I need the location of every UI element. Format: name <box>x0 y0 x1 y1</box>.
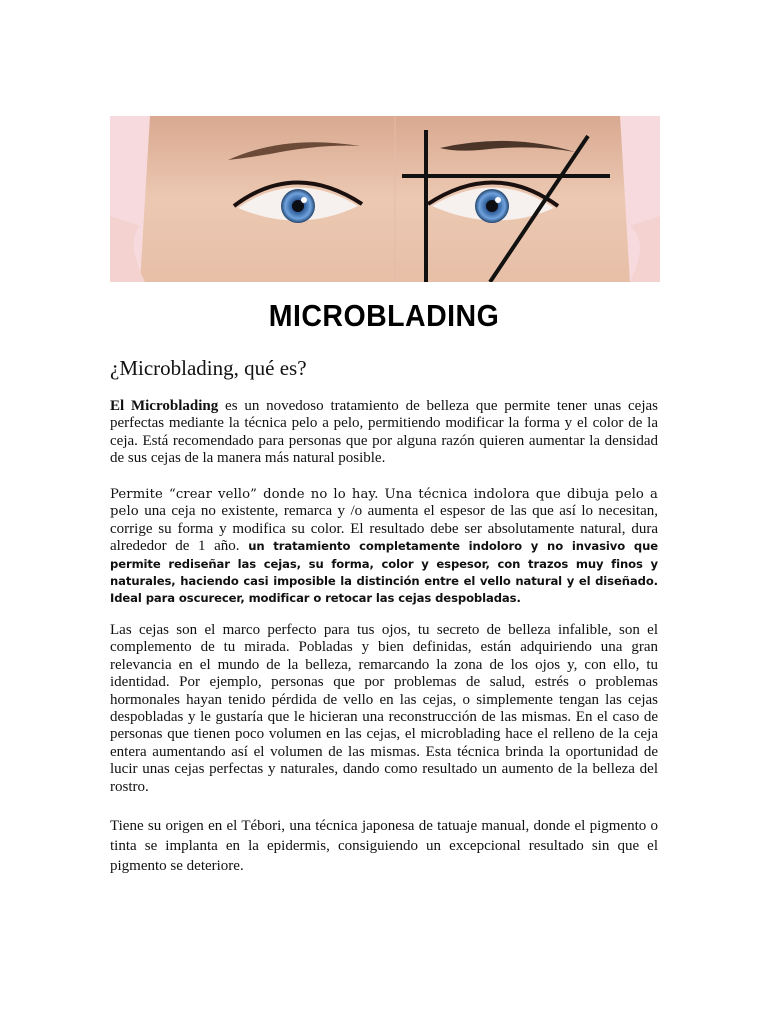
paragraph-benefits: Las cejas son el marco perfecto para tus ojos, tu secreto de belleza infalible, son el complemento de tu mirada. Pobladas y bien definidas, están adquiriendo una gran relevancia en el mundo de la belleza, remarcando la zona de los ojos y, con ello, tu identidad. Por ejemplo, personas que por problemas de salud, estrés o problemas hormonales hayan tenido pérdida de vello en las cejas, o simplemente tengan las cejas despobladas y le gustaría que le hicieran una reconstrucción de las mismas. En el caso de personas que tienen poco volumen en las cejas, el microblading hace el relleno de la ceja entera aumentando así el volumen de las mismas. Esta técnica brinda la oportunidad de lucir unas cejas perfectas y naturales, dando como resultado un aumento de la belleza del rostro. <box>110 622 658 795</box>
paragraph-technique <box>110 486 658 608</box>
paragraph-intro: Permite “crear vello” donde no lo hay. Una técnica indolora que dibuja pelo a pelo <box>110 487 658 520</box>
paragraph-origin: Tiene su origen en el Tébori, una técnica japonesa de tatuaje manual, donde el pigmento o tinta se implanta en la epidermis, consiguiendo un excepcional resultado sin que el pigmento se deteriore. <box>110 818 658 874</box>
hero-image <box>110 116 660 282</box>
paragraph-definition <box>110 398 658 468</box>
section-heading: ¿Microblading, qué es? <box>110 356 307 380</box>
page-title: MICROBLADING <box>268 298 500 333</box>
lead-term: El Microblading <box>110 398 219 414</box>
paragraph-callout: un tratamiento completamente indoloro y no invasivo que permite rediseñar las cejas, su forma, color y espesor, con trazos muy finos y naturales, haciendo casi imposible la distinción entre el vello natural y el diseñado. Ideal para oscurecer, modificar o retocar las cejas despobladas. <box>110 539 658 606</box>
paragraph-text: una ceja no existente, remarca y /o aumenta el espesor de las que así lo necesitan, corrige su forma y modifica su color. El resultado debe ser absolutamente natural, dura alrededor de 1 año. <box>110 503 658 555</box>
paragraph-text: es un novedoso tratamiento de belleza que permite tener unas cejas perfectas mediante la técnica pelo a pelo, permitiendo modificar la forma y el color de la ceja. Está recomendado para personas que por alguna razón quieren aumentar la densidad de sus cejas de la manera más natural posible. <box>110 398 658 467</box>
face-eyebrows-image <box>110 116 660 282</box>
